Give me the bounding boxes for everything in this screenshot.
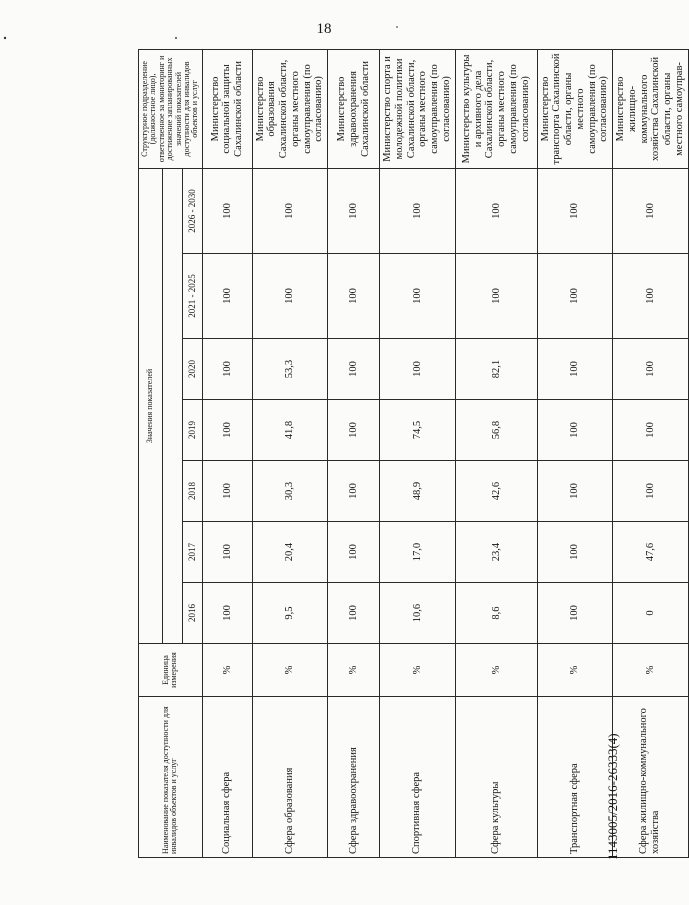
value-cell: 100 [613, 339, 689, 400]
header-year: 2026 - 2030 [182, 168, 202, 253]
value-cell: 100 [613, 461, 689, 522]
value-cell: 100 [537, 522, 613, 583]
responsible-cell: Министерство жилищно-коммунального хозяйства Сахалинской области, органы местного самоуправ- [613, 49, 689, 168]
value-cell: 100 [613, 168, 689, 253]
indicator-name-cell: Сфера культуры [455, 697, 537, 858]
value-cell: 100 [537, 339, 613, 400]
header-unit: Единица измерения [139, 644, 203, 697]
indicator-name-cell: Спортивная сфера [380, 697, 456, 858]
responsible-cell: Министерство культуры и архивного дела Сахалинской области, органы местного самоуправления (по согласованию) [455, 49, 537, 168]
value-cell: 100 [202, 254, 252, 339]
value-cell: 100 [537, 461, 613, 522]
unit-cell: % [202, 644, 252, 697]
responsible-cell: Министерство спорта и молодежной политики Сахалинской области, органы местного самоуправления (по согласованию) [380, 49, 456, 168]
unit-cell: % [537, 644, 613, 697]
value-cell: 20,4 [252, 522, 328, 583]
header-indicator-name: Наименование показателя доступности для инвалидов объектов и услуг [139, 697, 203, 858]
header-year: 2016 [182, 583, 202, 644]
header-year: 2020 [182, 339, 202, 400]
unit-cell: % [328, 644, 380, 697]
value-cell: 100 [537, 400, 613, 461]
value-cell: 9,5 [252, 583, 328, 644]
table-row [252, 49, 328, 857]
responsible-cell: Министерство транспорта Сахалинской области, органы местного самоуправления (по согласованию) [537, 49, 613, 168]
table-row [455, 49, 537, 857]
value-cell: 100 [613, 400, 689, 461]
value-cell: 23,4 [455, 522, 537, 583]
indicator-name-cell: Социальная сфера [202, 697, 252, 858]
document-code: 1143005/2016-26333(4) [605, 733, 620, 860]
responsible-cell: Министерство здравоохранения Сахалинской области [328, 49, 380, 168]
unit-cell: % [613, 644, 689, 697]
value-cell: 74,5 [380, 400, 456, 461]
value-cell: 100 [455, 168, 537, 253]
page-number: 18 [316, 21, 332, 37]
indicator-name-cell: Транспортная сфера [537, 697, 613, 858]
value-cell: 100 [202, 461, 252, 522]
value-cell: 10,6 [380, 583, 456, 644]
value-cell: 42,6 [455, 461, 537, 522]
value-cell: 100 [380, 168, 456, 253]
header-responsible: Структурное подразделение (должностное лицо), ответственное за мониторинг и достижение запланированных значений показателей доступности для инвалидов объектов и услуг [139, 49, 203, 168]
unit-cell: % [455, 644, 537, 697]
table-row [328, 49, 380, 857]
value-cell: 48,9 [380, 461, 456, 522]
table-row [202, 49, 252, 857]
value-cell: 41,8 [252, 400, 328, 461]
value-cell: 100 [202, 522, 252, 583]
table-row [380, 49, 456, 857]
value-cell: 100 [328, 583, 380, 644]
value-cell: 100 [202, 583, 252, 644]
header-year: 2017 [182, 522, 202, 583]
value-cell: 100 [613, 254, 689, 339]
value-cell: 0 [613, 583, 689, 644]
value-cell: 8,6 [455, 583, 537, 644]
value-cell: 100 [328, 461, 380, 522]
responsible-cell: Министерство образования Сахалинской области, органы местного самоуправления (по согласованию) [252, 49, 328, 168]
header-year: 2018 [182, 461, 202, 522]
value-cell: 47,6 [613, 522, 689, 583]
value-cell: 100 [537, 254, 613, 339]
table-row [613, 49, 689, 857]
value-cell: 100 [252, 254, 328, 339]
value-cell: 100 [328, 522, 380, 583]
indicator-name-cell: Сфера образования [252, 697, 328, 858]
value-cell: 100 [328, 168, 380, 253]
header-year: 2021 - 2025 [182, 254, 202, 339]
value-cell: 100 [380, 339, 456, 400]
value-cell: 100 [455, 254, 537, 339]
header-blank-cell [162, 168, 182, 643]
header-row-top [139, 49, 163, 857]
value-cell: 100 [328, 339, 380, 400]
value-cell: 100 [537, 583, 613, 644]
indicator-name-cell: Сфера здравоохранения [328, 697, 380, 858]
value-cell: 100 [202, 400, 252, 461]
value-cell: 100 [537, 168, 613, 253]
indicator-name-cell: Сфера жилищно-коммунального хозяйства [613, 697, 689, 858]
value-cell: 100 [328, 400, 380, 461]
table-row [537, 49, 613, 857]
unit-cell: % [380, 644, 456, 697]
header-year: 2019 [182, 400, 202, 461]
value-cell: 56,8 [455, 400, 537, 461]
unit-cell: % [252, 644, 328, 697]
value-cell: 53,3 [252, 339, 328, 400]
value-cell: 82,1 [455, 339, 537, 400]
value-cell: 100 [202, 168, 252, 253]
value-cell: 17,0 [380, 522, 456, 583]
header-values-group: Значения показателей [139, 168, 163, 643]
value-cell: 100 [252, 168, 328, 253]
responsible-cell: Министерство социальной защиты Сахалинской области [202, 49, 252, 168]
value-cell: 100 [202, 339, 252, 400]
value-cell: 30,3 [252, 461, 328, 522]
value-cell: 100 [380, 254, 456, 339]
value-cell: 100 [328, 254, 380, 339]
